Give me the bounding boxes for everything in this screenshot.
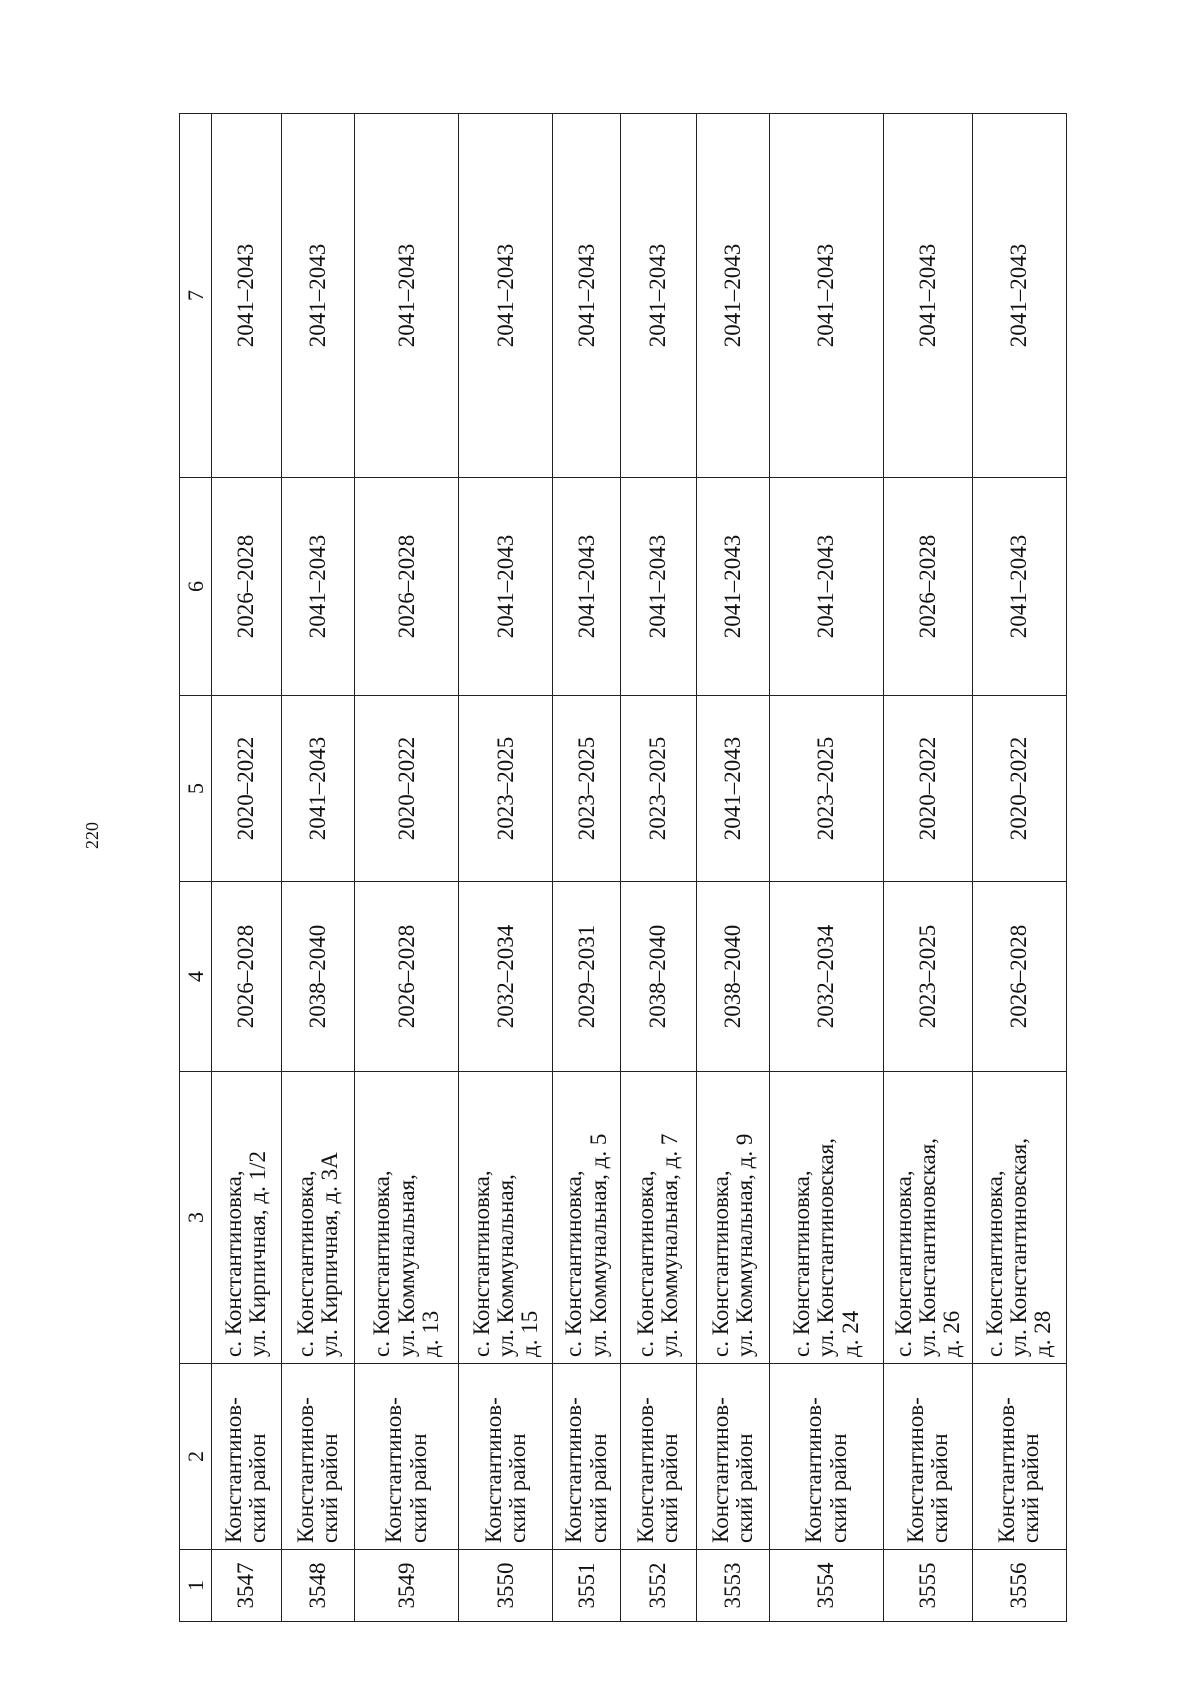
row-number-cell: 3556 [972,1550,1066,1622]
period-cell-4: 2029–2031 [553,882,621,1072]
period-cell-5: 2023–2025 [553,696,621,882]
address-cell: с. Константиновка, ул. Константиновская, д. 24 [770,1072,884,1364]
period-cell-7: 2041–2043 [459,114,553,478]
table-row [770,114,884,1622]
row-number-cell: 3550 [459,1550,553,1622]
address-cell: с. Константиновка, ул. Коммунальная, д. 7 [620,1072,696,1364]
address-cell: с. Константиновка, ул. Константиновская, д. 26 [883,1072,972,1364]
table-row [282,114,355,1622]
address-cell: с. Константиновка, ул. Кирпичная, д. 1/2 [211,1072,282,1364]
period-cell-4: 2038–2040 [620,882,696,1072]
period-cell-5: 2020–2022 [354,696,458,882]
period-cell-6: 2026–2028 [354,478,458,696]
row-number-cell: 3553 [696,1550,770,1622]
row-number-cell: 3555 [883,1550,972,1622]
table-row [211,114,282,1622]
address-cell: с. Константиновка, ул. Коммунальная, д. 5 [553,1072,621,1364]
district-cell: Константинов- ский район [211,1364,282,1550]
period-cell-7: 2041–2043 [620,114,696,478]
period-cell-5: 2041–2043 [282,696,355,882]
period-cell-4: 2032–2034 [459,882,553,1072]
period-cell-4: 2026–2028 [972,882,1066,1072]
period-cell-6: 2041–2043 [282,478,355,696]
period-cell-6: 2026–2028 [883,478,972,696]
period-cell-5: 2020–2022 [883,696,972,882]
table-body [180,114,1067,1622]
period-cell-7: 2041–2043 [770,114,884,478]
row-number-cell: 3551 [553,1550,621,1622]
row-number-cell: 3548 [282,1550,355,1622]
period-cell-5: 2023–2025 [459,696,553,882]
period-cell-6: 2041–2043 [620,478,696,696]
document-table-container [179,114,1067,1622]
period-cell-7: 2041–2043 [696,114,770,478]
address-cell: с. Константиновка, ул. Константиновская, д. 28 [972,1072,1066,1364]
period-cell-6: 2041–2043 [553,478,621,696]
district-cell: Константинов- ский район [972,1364,1066,1550]
period-cell-6: 2026–2028 [211,478,282,696]
district-cell: Константинов- ский район [770,1364,884,1550]
period-cell-4: 2023–2025 [883,882,972,1072]
period-cell-7: 2041–2043 [972,114,1066,478]
header-cell: 7 [180,114,212,478]
district-cell: Константинов- ский район [696,1364,770,1550]
period-cell-7: 2041–2043 [282,114,355,478]
period-cell-7: 2041–2043 [553,114,621,478]
address-cell: с. Константиновка, ул. Коммунальная, д. 13 [354,1072,458,1364]
period-cell-6: 2041–2043 [459,478,553,696]
header-cell: 6 [180,478,212,696]
district-cell: Константинов- ский район [282,1364,355,1550]
period-cell-5: 2020–2022 [211,696,282,882]
header-cell: 3 [180,1072,212,1364]
document-table [179,113,1067,1622]
page-number: 220 [82,822,102,849]
period-cell-5: 2023–2025 [770,696,884,882]
table-row [972,114,1066,1622]
row-number-cell: 3554 [770,1550,884,1622]
period-cell-5: 2023–2025 [620,696,696,882]
header-cell: 4 [180,882,212,1072]
period-cell-4: 2026–2028 [354,882,458,1072]
period-cell-6: 2041–2043 [696,478,770,696]
period-cell-5: 2020–2022 [972,696,1066,882]
address-cell: с. Константиновка, ул. Кирпичная, д. 3А [282,1072,355,1364]
period-cell-4: 2038–2040 [282,882,355,1072]
district-cell: Константинов- ский район [459,1364,553,1550]
row-number-cell: 3549 [354,1550,458,1622]
period-cell-6: 2041–2043 [972,478,1066,696]
header-cell: 2 [180,1364,212,1550]
table-row [354,114,458,1622]
row-number-cell: 3547 [211,1550,282,1622]
header-cell: 5 [180,696,212,882]
district-cell: Константинов- ский район [553,1364,621,1550]
table-row [553,114,621,1622]
table-row [883,114,972,1622]
header-cell: 1 [180,1550,212,1622]
period-cell-5: 2041–2043 [696,696,770,882]
district-cell: Константинов- ский район [620,1364,696,1550]
period-cell-7: 2041–2043 [354,114,458,478]
period-cell-4: 2026–2028 [211,882,282,1072]
district-cell: Константинов- ский район [354,1364,458,1550]
table-row [696,114,770,1622]
district-cell: Константинов- ский район [883,1364,972,1550]
table-row [620,114,696,1622]
period-cell-4: 2038–2040 [696,882,770,1072]
period-cell-7: 2041–2043 [211,114,282,478]
row-number-cell: 3552 [620,1550,696,1622]
table-row [459,114,553,1622]
period-cell-4: 2032–2034 [770,882,884,1072]
period-cell-6: 2041–2043 [770,478,884,696]
address-cell: с. Константиновка, ул. Коммунальная, д. 9 [696,1072,770,1364]
address-cell: с. Константиновка, ул. Коммунальная, д. 15 [459,1072,553,1364]
period-cell-7: 2041–2043 [883,114,972,478]
header-row [180,114,212,1622]
